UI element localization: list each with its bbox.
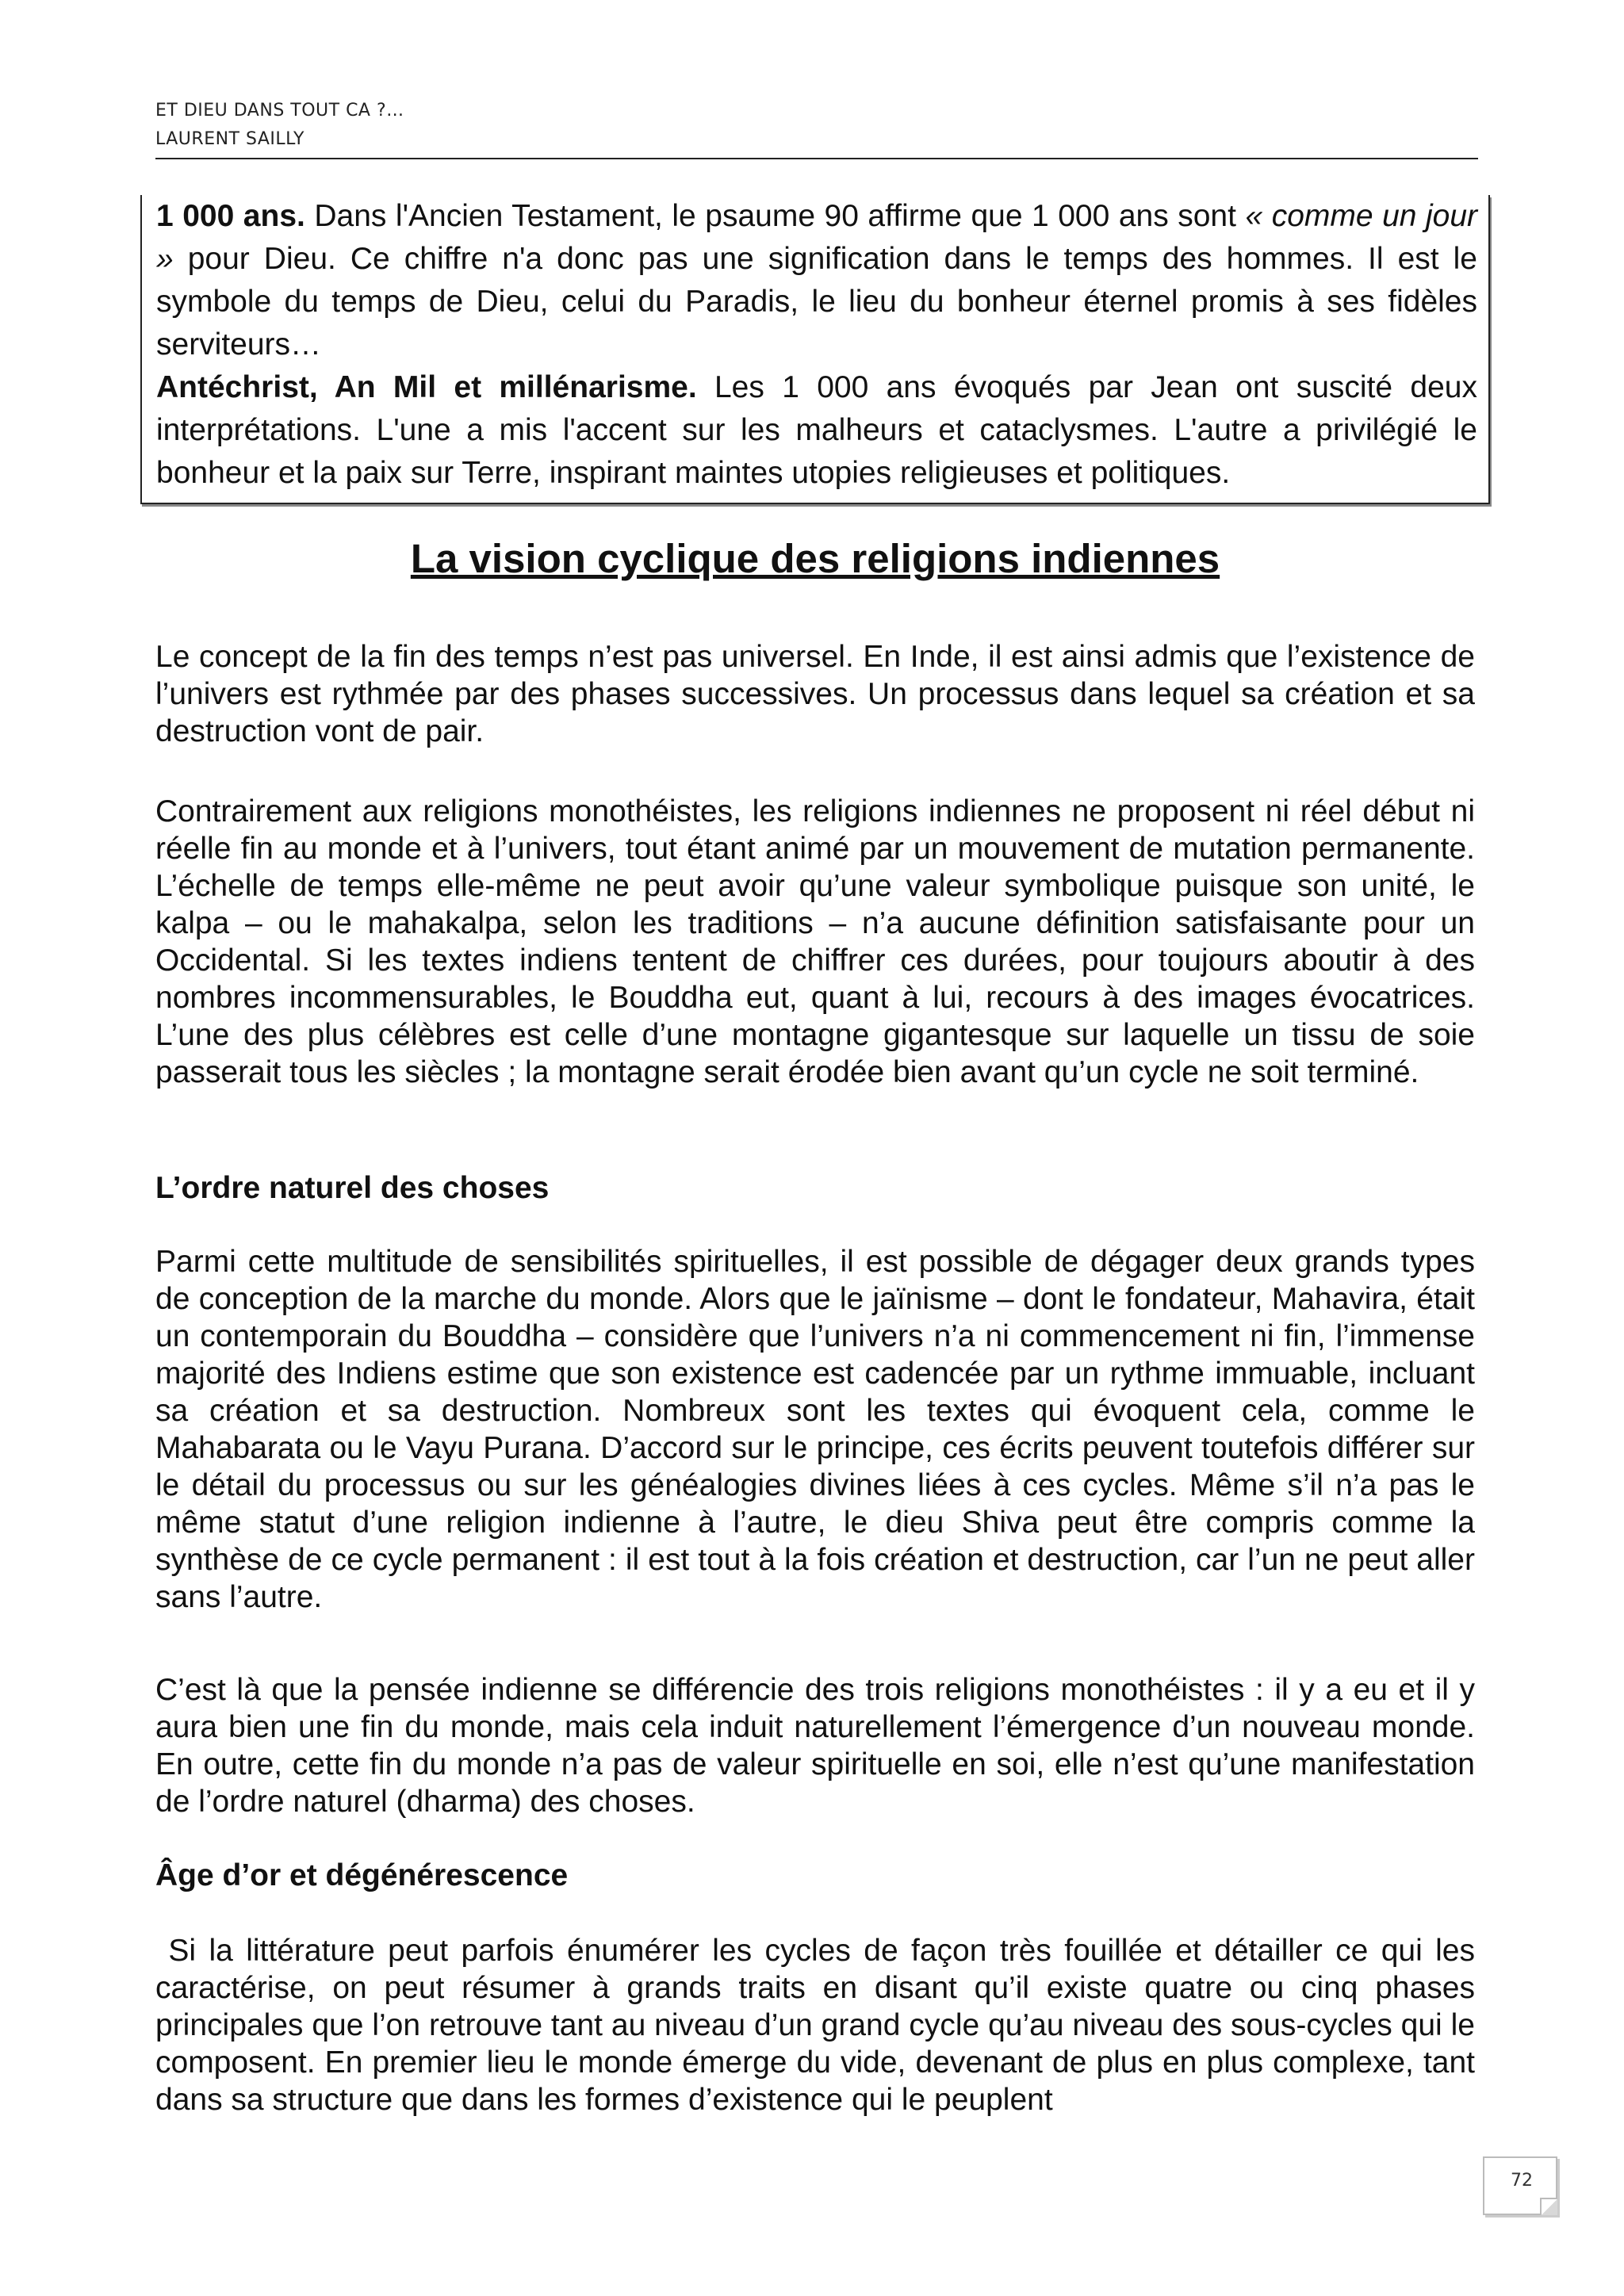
- header-title: ET DIEU DANS TOUT CA ?…: [155, 101, 404, 121]
- paragraph-2: Contrairement aux religions monothéistes, les religions indiennes ne proposent ni réel début ni réelle fin au monde et à l’univers, tout étant animé par un mouvement de mutation permanente. L’échelle de temps elle-même ne peut avoir qu’une valeur symbolique puisque son unité, le kalpa – ou le mahakalpa, selon les traditions – n’a aucune définition satisfaisante pour un Occidental. Si les textes indiens tentent de chiffrer ces durées, pour toujours aboutir à des nombres incommensurables, le Bouddha eut, quant à lui, recours à des images évocatrices. L’une des plus célèbres est celle d’une montagne gigantesque sur laquelle un tissu de soie passerait tous les siècles ; la montagne serait érodée bien avant qu’un cycle ne soit terminé.: [155, 794, 1475, 1089]
- box-paragraph-1: [156, 195, 1477, 366]
- subheading-ordre-naturel: L’ordre naturel des choses: [155, 1171, 550, 1205]
- page-number-box: [1483, 2156, 1557, 2215]
- header-author: LAURENT SAILLY: [155, 129, 304, 149]
- box-paragraph-2: [156, 366, 1477, 495]
- header-rule: [155, 158, 1478, 159]
- box-quote: « comme un jour »: [156, 199, 1478, 276]
- section-title: La vision cyclique des religions indiennes: [410, 536, 1220, 581]
- page-curl-icon: [1540, 2198, 1557, 2215]
- paragraph-1: Le concept de la fin des temps n’est pas universel. En Inde, il est ainsi admis que l’existence de l’univers est rythmée par des phases successives. Un processus dans lequel sa création et sa destruction vont de pair.: [155, 640, 1475, 748]
- page-number: 72: [1511, 2171, 1533, 2191]
- running-header: [155, 97, 1475, 154]
- box-text-1b: pour Dieu. Ce chiffre n'a donc pas une signification dans le temps des hommes. Il est le symbole du temps de Dieu, celui du Paradis, le lieu du bonheur éternel promis à ses fidèles serviteurs…: [156, 242, 1477, 362]
- paragraph-5: Si la littérature peut parfois énumérer les cycles de façon très fouillée et détailler ce qui les caractérise, on peut résumer à grands traits en disant qu’il existe quatre ou cinq phases principales que l’on retrouve tant au niveau d’un grand cycle qu’au niveau des sous-cycles qui le composent. En premier lieu le monde émerge du vide, devenant de plus en plus complexe, tant dans sa structure que dans les formes d’existence qui le peuplent: [155, 1934, 1475, 2117]
- subheading-age-d-or: Âge d’or et dégénérescence: [155, 1858, 569, 1892]
- box-term-1: 1 000 ans.: [156, 199, 305, 233]
- boxed-note: [140, 195, 1490, 504]
- paragraph-3: Parmi cette multitude de sensibilités spirituelles, il est possible de dégager deux grands types de conception de la marche du monde. Alors que le jaïnisme – dont le fondateur, Mahavira, était un contemporain du Bouddha – considère que l’univers n’a ni commencement ni fin, l’immense majorité des Indiens estime que son existence est cadencée par un rythme immuable, incluant sa création et sa destruction. Nombreux sont les textes qui évoquent cela, comme le Mahabarata ou le Vayu Purana. D’accord sur le principe, ces écrits peuvent toutefois différer sur le détail du processus ou sur les généalogies divines liées à ces cycles. Même s’il n’a pas le même statut d’une religion indienne à l’autre, le dieu Shiva peut être compris comme la synthèse de ce cycle permanent : il est tout à la fois création et destruction, car l’un ne peut aller sans l’autre.: [155, 1245, 1475, 1614]
- box-text-1a: Dans l'Ancien Testament, le psaume 90 affirme que 1 000 ans sont: [304, 199, 1246, 233]
- box-term-2: Antéchrist, An Mil et millénarisme.: [156, 370, 697, 404]
- paragraph-4: C’est là que la pensée indienne se différencie des trois religions monothéistes : il y a eu et il y aura bien une fin du monde, mais cela induit naturellement l’émergence d’un nouveau monde. En outre, cette fin du monde n’a pas de valeur spirituelle en soi, elle n’est qu’une manifestation de l’ordre naturel (dharma) des choses.: [155, 1673, 1475, 1819]
- box-text-2: Les 1 000 ans évoqués par Jean ont suscité deux interprétations. L'une a mis l'accent sur les malheurs et cataclysmes. L'autre a privilégié le bonheur et la paix sur Terre, inspirant maintes utopies religieuses et politiques.: [156, 370, 1477, 490]
